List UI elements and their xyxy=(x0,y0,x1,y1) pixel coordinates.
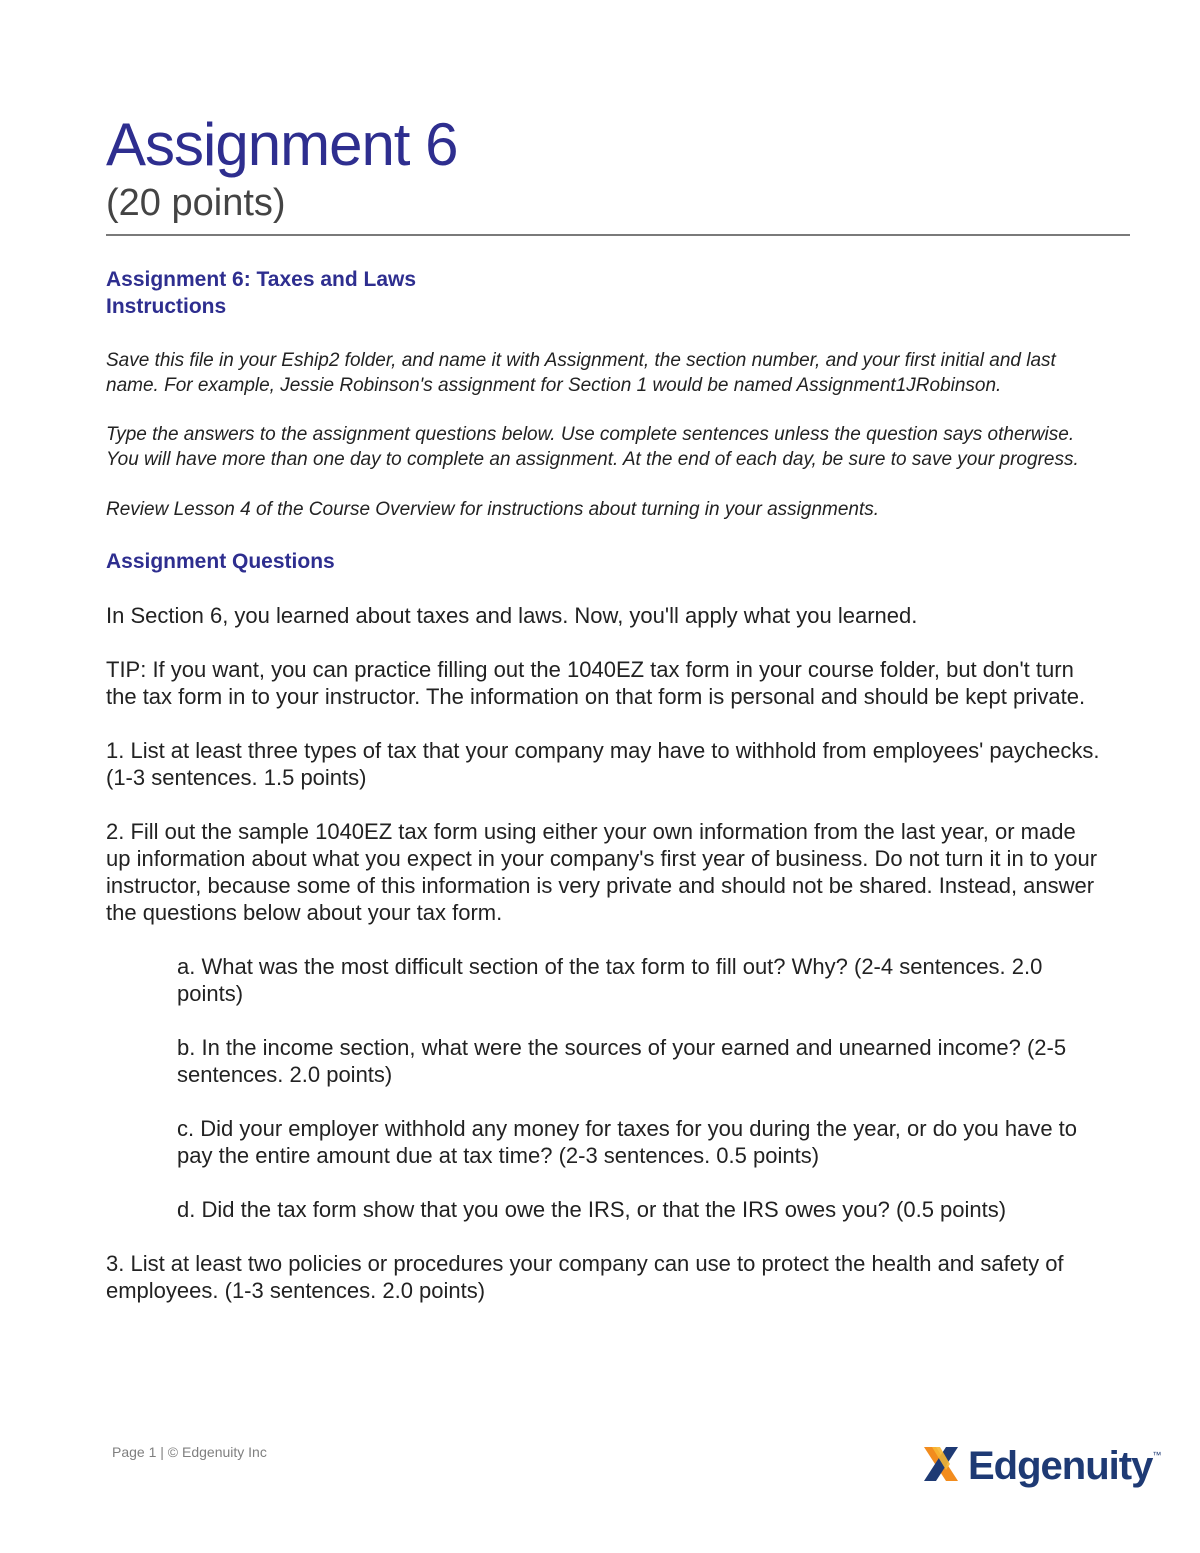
assignment-heading: Assignment 6: Taxes and Laws xyxy=(106,268,417,291)
page-footer: Page 1 | © Edgenuity Inc xyxy=(112,1444,267,1460)
question-2d: d. Did the tax form show that you owe the IRS, or that the IRS owes you? (0.5 points) xyxy=(177,1197,1007,1222)
questions-intro: In Section 6, you learned about taxes and laws. Now, you'll apply what you learned. xyxy=(106,603,918,628)
edgenuity-x-icon xyxy=(920,1443,962,1490)
document-page xyxy=(106,0,1130,1553)
question-2c: c. Did your employer withhold any money for taxes for you during the year, or do you have to pay the entire amount due at tax time? (2-3 sentences. 0.5 points) xyxy=(177,1116,1078,1168)
instructions-heading: Instructions xyxy=(106,295,227,318)
question-2b: b. In the income section, what were the sources of your earned and unearned income? (2-5 sentences. 2.0 points) xyxy=(177,1035,1067,1087)
instructions-paragraph-2: Type the answers to the assignment questions below. Use complete sentences unless the question says otherwise. You will have more than one day to complete an assignment. At the end of each day, be sure to save your progress. xyxy=(106,424,1079,470)
title-block xyxy=(106,110,1130,226)
edgenuity-logo xyxy=(920,1440,1162,1492)
instructions-paragraph-1: Save this file in your Eship2 folder, and name it with Assignment, the section number, and your first initial and last name. For example, Jessie Robinson's assignment for Section 1 would be named Assignment1JRobinson. xyxy=(106,350,1056,396)
question-1: 1. List at least three types of tax that your company may have to withhold from employees' paychecks. (1-3 sentences. 1.5 points) xyxy=(106,738,1100,790)
logo-wordmark: Edgenuity xyxy=(968,1443,1153,1488)
title-divider xyxy=(106,234,1130,236)
question-2a: a. What was the most difficult section of the tax form to fill out? Why? (2-4 sentences. 2.0 points) xyxy=(177,954,1043,1006)
questions-heading: Assignment Questions xyxy=(106,550,335,573)
question-3: 3. List at least two policies or procedures your company can use to protect the health and safety of employees. (1-3 sentences. 2.0 points) xyxy=(106,1251,1064,1303)
document-content xyxy=(106,266,1106,1304)
instructions-paragraph-3: Review Lesson 4 of the Course Overview for instructions about turning in your assignments. xyxy=(106,499,880,520)
points-subtitle: (20 points) xyxy=(106,182,286,224)
page-title: Assignment 6 xyxy=(106,111,458,178)
tip-paragraph: TIP: If you want, you can practice filling out the 1040EZ tax form in your course folder, but don't turn the tax form in to your instructor. The information on that form is personal and should be kept private. xyxy=(106,657,1086,709)
trademark-symbol: ™ xyxy=(1152,1450,1162,1460)
question-2: 2. Fill out the sample 1040EZ tax form using either your own information from the last year, or made up information about what you expect in your company's first year of business. Do not turn it in to your instructor, because some of this information is very private and should not be shared. Instead, answer the questions below about your tax form. xyxy=(106,819,1098,925)
